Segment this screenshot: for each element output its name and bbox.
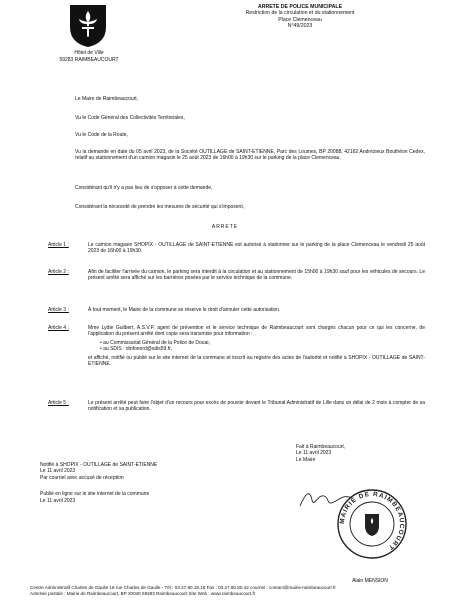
mayor-name: Alain MENSION [352,578,388,584]
town-postal-line: 59283 RAIMBEAUCOURT [59,56,119,63]
signature-date: Le 11 avril 2023 [296,450,332,457]
town-seal-icon [336,488,408,560]
mayor-line: Le Maire de Raimbeaucourt, [75,96,139,102]
arrete-title: ARRETE [211,224,239,230]
publication-date: Le 11 avril 2023 [40,497,76,504]
notification-block [40,462,220,504]
footer-address: Adresse postale : Mairie de Raimbeaucourt, BP 20040 59283 Raimbeaucourt Site Web : www.raimbeaucourt.fr [30,591,256,596]
vu-code-route: Vu le Code de la Route, [75,132,128,138]
article-3-label: Article 3 : [48,307,69,313]
decree-type: ARRETE DE POLICE MUNICIPALE [257,4,343,10]
signature-title: Le Maire [296,456,316,463]
decree-subject: Restriction de la circulation et du stationnement [245,10,355,17]
article-1-label: Article 1 : [48,242,69,248]
notification-recipient: Notifié à SHOPIX - OUTILLAGE de SAINT-ETIENNE [40,462,158,468]
considerant-2: Considérant la nécessité de prendre les mesures de sécurité qui s'imposent, [75,204,245,210]
article-1-text: Le camion magasin SHOPIX - OUTILLAGE de SAINT-ETIENNE est autorisé à stationner sur le parking de la place Clemenceau le vendredi 25 août 2023 de 16h00 à 19h30. [88,242,425,255]
footer-contact: Centre Administratif Charles de Gaulle 18 rue Charles de Gaulle - Tél : 03.27.80.18.18 Fax : 03.27.80.80.42 courriel : contact@mairie-raimbeaucourt.fr [30,585,336,590]
notification-method: Par courriel avec accusé de réception [40,474,124,481]
vu-request: Vu la demande en date du 05 avril 2023, de la Société OUTILLAGE de SAINT-ETIENNE, Parc des Loumes, BP 20088, 42162 Andrézieux Bouthéon Cedex, relatif au stationnement d'un camion magasin le 25 août 2023 de 16h00 à 19h30 sur le parking de la place Clemenceau. [75,149,425,162]
vu-code-collectivites: Vu le Code Général des Collectivités Territoriales, [75,115,185,121]
town-hall-line: Hôtel de Ville [74,50,104,56]
article-4-body: Mme Lydie Guilbert, A.S.V.P. agent de prévention et le service technique de Raimbeaucourt sont chargés chacun pour ce qui les concerne, de l'application du présent arrêté dont copie sera transmise pour information : [88,325,425,338]
publication-line: Publié en ligne sur le site internet de la commune [40,491,150,498]
decree-location: Place Clemenceau [278,16,322,23]
footer [30,585,440,597]
considerant-1: Considérant qu'il n'y a pas lieu de s'opposer à cette demande, [75,185,213,191]
town-hall-address [50,50,128,63]
signature-block [296,444,406,463]
article-4-text [88,325,425,367]
signature-place: Fait à Raimbeaucourt, [296,444,346,450]
decree-header [200,4,400,30]
article-2-text: Afin de faciliter l'arrivée du camion, le parking sera interdit à la circulation et au stationnement de 15h00 à 19h30 sauf pour les véhicules de secours. Le présent arrêté sera affiché sur les barrières posées par le service technique de la commune. [88,269,425,282]
coat-of-arms-icon [68,3,108,48]
seal-lettering: MAIRIE DE RAIMBEAUCOURT [338,490,406,552]
list-item: • au Commissariat Général de la Police de Douai, [100,339,210,346]
decree-number: N°49/2023 [287,23,313,30]
article-4-after: et affiché, notifié ou publié sur le site internet de la commune et inscrit au registre des actes de l'autorité et notifié à SHOPIX - OUTILLAGE de SAINT-ETIENNE. [88,354,425,368]
article-4-bullets [88,340,425,353]
list-item: • au SDIS : dinfonord@sdis59.fr, [100,346,172,353]
article-4-label: Article 4 : [48,325,69,331]
article-5-label: Article 5 : [48,400,69,406]
notification-date: Le 11 avril 2023 [40,468,76,475]
article-3-text: À tout moment, le Maire de la commune se réserve le droit d'annuler cette autorisation. [88,307,281,313]
article-2-label: Article 2 : [48,269,69,275]
article-5-text: Le présent arrêté peut faire l'objet d'un recours pour excès de pouvoir devant le Tribunal Administratif de Lille dans un délai de 2 mois à compter de sa notification et sa publication. [88,400,425,413]
